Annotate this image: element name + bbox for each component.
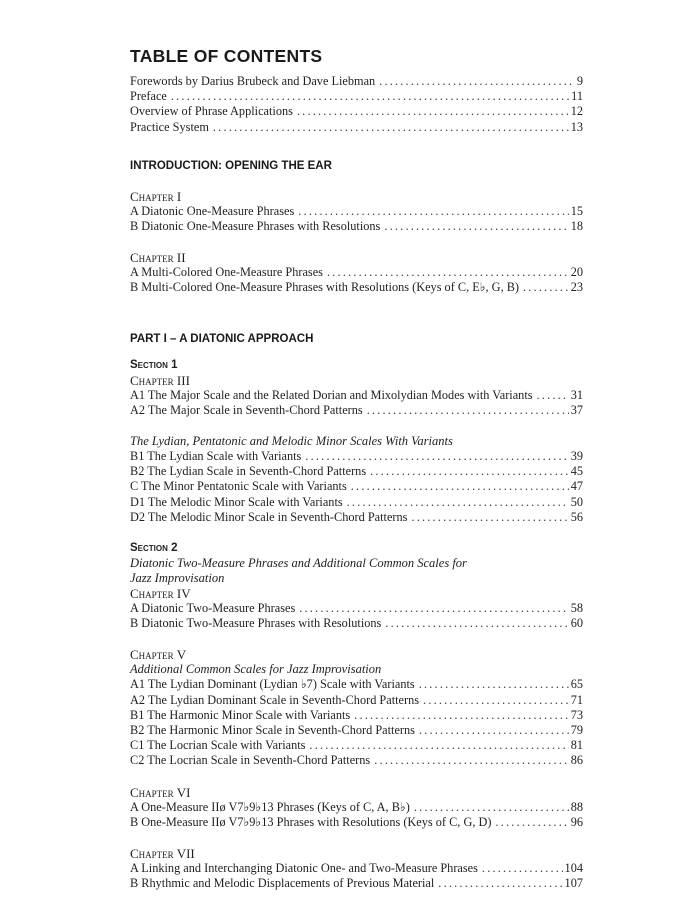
- entry-page: 39: [570, 449, 583, 464]
- chapter-label: Chapter VI: [130, 784, 191, 800]
- entry-label: D1 The Melodic Minor Scale with Variants: [130, 494, 343, 509]
- dot-leader: [379, 74, 575, 89]
- entry-label: B Rhythmic and Melodic Displacements of Previous Material: [130, 876, 435, 891]
- entry-page: 73: [570, 707, 583, 722]
- dot-leader: [213, 120, 569, 135]
- toc-entry[interactable]: [130, 510, 583, 525]
- entry-label: Forewords by Darius Brubeck and Dave Liebman: [130, 74, 376, 88]
- dot-leader: [374, 753, 569, 768]
- dot-leader: [354, 708, 569, 723]
- dot-leader: [351, 479, 569, 494]
- toc-entry[interactable]: [130, 738, 583, 753]
- dot-leader: [367, 403, 569, 418]
- toc-entry[interactable]: [130, 204, 583, 219]
- entry-page: 9: [576, 74, 583, 88]
- entry-label: Preface: [130, 89, 167, 104]
- entry-page: 37: [570, 402, 583, 417]
- dot-leader: [299, 601, 568, 616]
- entry-page: 12: [570, 104, 583, 119]
- entry-page: 23: [570, 280, 583, 295]
- entry-page: 45: [570, 464, 583, 479]
- toc-entry[interactable]: [130, 677, 583, 692]
- entry-page: 50: [570, 494, 583, 509]
- entry-label: A2 The Lydian Dominant Scale in Seventh-Chord Patterns: [130, 692, 420, 707]
- entry-label: B2 The Lydian Scale in Seventh-Chord Patterns: [130, 464, 367, 479]
- toc-entry[interactable]: [130, 495, 583, 510]
- toc-entry[interactable]: [130, 693, 583, 708]
- toc-entry[interactable]: [130, 74, 583, 89]
- toc-entry[interactable]: [130, 464, 583, 479]
- toc-entry[interactable]: [130, 403, 583, 418]
- dot-leader: [384, 219, 568, 234]
- entry-label: Overview of Phrase Applications: [130, 104, 293, 119]
- entry-page: 56: [570, 509, 583, 524]
- entry-label: A Linking and Interchanging Diatonic One- and Two-Measure Phrases: [130, 861, 478, 876]
- entry-label: A Diatonic One-Measure Phrases: [130, 203, 295, 218]
- dot-leader: [523, 280, 569, 295]
- subsection-title: Additional Common Scales for Jazz Improvisation: [130, 662, 382, 677]
- chapter-label: Chapter VII: [130, 846, 195, 862]
- section-label: Section 1: [130, 358, 178, 371]
- entry-label: A Multi-Colored One-Measure Phrases: [130, 265, 323, 280]
- table-of-contents: [130, 46, 583, 891]
- entry-page: 107: [564, 876, 583, 891]
- dot-leader: [385, 616, 568, 631]
- dot-leader: [419, 723, 569, 738]
- toc-entry[interactable]: [130, 89, 583, 104]
- entry-page: 31: [570, 387, 583, 402]
- dot-leader: [370, 464, 569, 479]
- dot-leader: [347, 495, 569, 510]
- toc-entry[interactable]: [130, 388, 583, 403]
- toc-entry[interactable]: [130, 120, 583, 135]
- dot-leader: [438, 876, 562, 891]
- entry-label: A1 The Major Scale and the Related Dorian and Mixolydian Modes with Variants: [130, 387, 533, 402]
- dot-leader: [411, 510, 568, 525]
- entry-page: 96: [570, 814, 583, 829]
- entry-page: 13: [570, 119, 583, 134]
- toc-entry[interactable]: [130, 876, 583, 891]
- dot-leader: [423, 693, 569, 708]
- subsection-title-continued: Jazz Improvisation: [130, 571, 225, 586]
- entry-label: A One-Measure IIø V7♭9♭13 Phrases (Keys of C, A, B♭): [130, 799, 410, 814]
- entry-label: B Diatonic Two-Measure Phrases with Resolutions: [130, 616, 382, 631]
- entry-label: B1 The Harmonic Minor Scale with Variants: [130, 707, 351, 722]
- entry-label: B Multi-Colored One-Measure Phrases with Resolutions (Keys of C, E♭, G, B): [130, 280, 520, 295]
- dot-leader: [482, 861, 563, 876]
- entry-label: A2 The Major Scale in Seventh-Chord Patterns: [130, 402, 363, 417]
- dot-leader: [171, 89, 569, 104]
- entry-page: 65: [570, 677, 583, 692]
- entry-label: B1 The Lydian Scale with Variants: [130, 449, 302, 464]
- entry-label: B2 The Harmonic Minor Scale in Seventh-Chord Patterns: [130, 723, 415, 738]
- dot-leader: [419, 677, 569, 692]
- toc-entry[interactable]: [130, 219, 583, 234]
- entry-label: D2 The Melodic Minor Scale in Seventh-Chord Patterns: [130, 509, 408, 524]
- toc-entry[interactable]: [130, 104, 583, 119]
- subsection-title: The Lydian, Pentatonic and Melodic Minor Scales With Variants: [130, 434, 453, 449]
- dot-leader: [537, 388, 569, 403]
- entry-page: 58: [570, 601, 583, 616]
- toc-entry[interactable]: [130, 800, 583, 815]
- entry-page: 15: [570, 203, 583, 218]
- toc-entry[interactable]: [130, 815, 583, 830]
- dot-leader: [327, 265, 569, 280]
- entry-label: C The Minor Pentatonic Scale with Variants: [130, 479, 347, 494]
- entry-page: 18: [570, 219, 583, 234]
- chapter-label: Chapter I: [130, 188, 182, 204]
- toc-entry[interactable]: [130, 280, 583, 295]
- entry-label: C2 The Locrian Scale in Seventh-Chord Patterns: [130, 753, 371, 768]
- toc-entry[interactable]: [130, 449, 583, 464]
- toc-entry[interactable]: [130, 479, 583, 494]
- chapter-label: Chapter III: [130, 372, 190, 388]
- entry-label: B Diatonic One-Measure Phrases with Resolutions: [130, 219, 381, 234]
- entry-page: 71: [570, 692, 583, 707]
- dot-leader: [297, 104, 569, 119]
- entry-page: 88: [570, 799, 583, 814]
- entry-page: 104: [564, 861, 583, 876]
- dot-leader: [298, 204, 568, 219]
- entry-label: Practice System: [130, 119, 209, 134]
- subsection-title: Diatonic Two-Measure Phrases and Additional Common Scales for: [130, 556, 467, 571]
- entry-page: 81: [570, 738, 583, 753]
- toc-entry[interactable]: [130, 265, 583, 280]
- entry-page: 79: [570, 723, 583, 738]
- page-title: TABLE OF CONTENTS: [130, 46, 323, 66]
- chapter-label: Chapter V: [130, 647, 187, 663]
- entry-label: A Diatonic Two-Measure Phrases: [130, 601, 296, 616]
- entry-page: 60: [570, 616, 583, 631]
- entry-page: 20: [570, 265, 583, 280]
- toc-entry[interactable]: [130, 601, 583, 616]
- dot-leader: [495, 815, 568, 830]
- entry-label: C1 The Locrian Scale with Variants: [130, 738, 306, 753]
- entry-label: A1 The Lydian Dominant (Lydian ♭7) Scale with Variants: [130, 677, 415, 692]
- chapter-label: Chapter II: [130, 250, 186, 266]
- entry-page: 86: [570, 753, 583, 768]
- introduction-heading: INTRODUCTION: OPENING THE EAR: [130, 159, 332, 172]
- part1-heading: PART I – A DIATONIC APPROACH: [130, 332, 314, 345]
- toc-entry[interactable]: [130, 723, 583, 738]
- dot-leader: [414, 800, 569, 815]
- entry-page: 47: [570, 479, 583, 494]
- dot-leader: [309, 738, 568, 753]
- chapter-label: Chapter IV: [130, 586, 191, 602]
- dot-leader: [305, 449, 568, 464]
- front-matter-list: [130, 74, 583, 135]
- toc-entry[interactable]: [130, 861, 583, 876]
- entry-page: 11: [571, 89, 583, 104]
- entry-label: B One-Measure IIø V7♭9♭13 Phrases with Resolutions (Keys of C, G, D): [130, 814, 492, 829]
- toc-entry[interactable]: [130, 753, 583, 768]
- toc-entry[interactable]: [130, 616, 583, 631]
- toc-entry[interactable]: [130, 708, 583, 723]
- section-label: Section 2: [130, 542, 178, 555]
